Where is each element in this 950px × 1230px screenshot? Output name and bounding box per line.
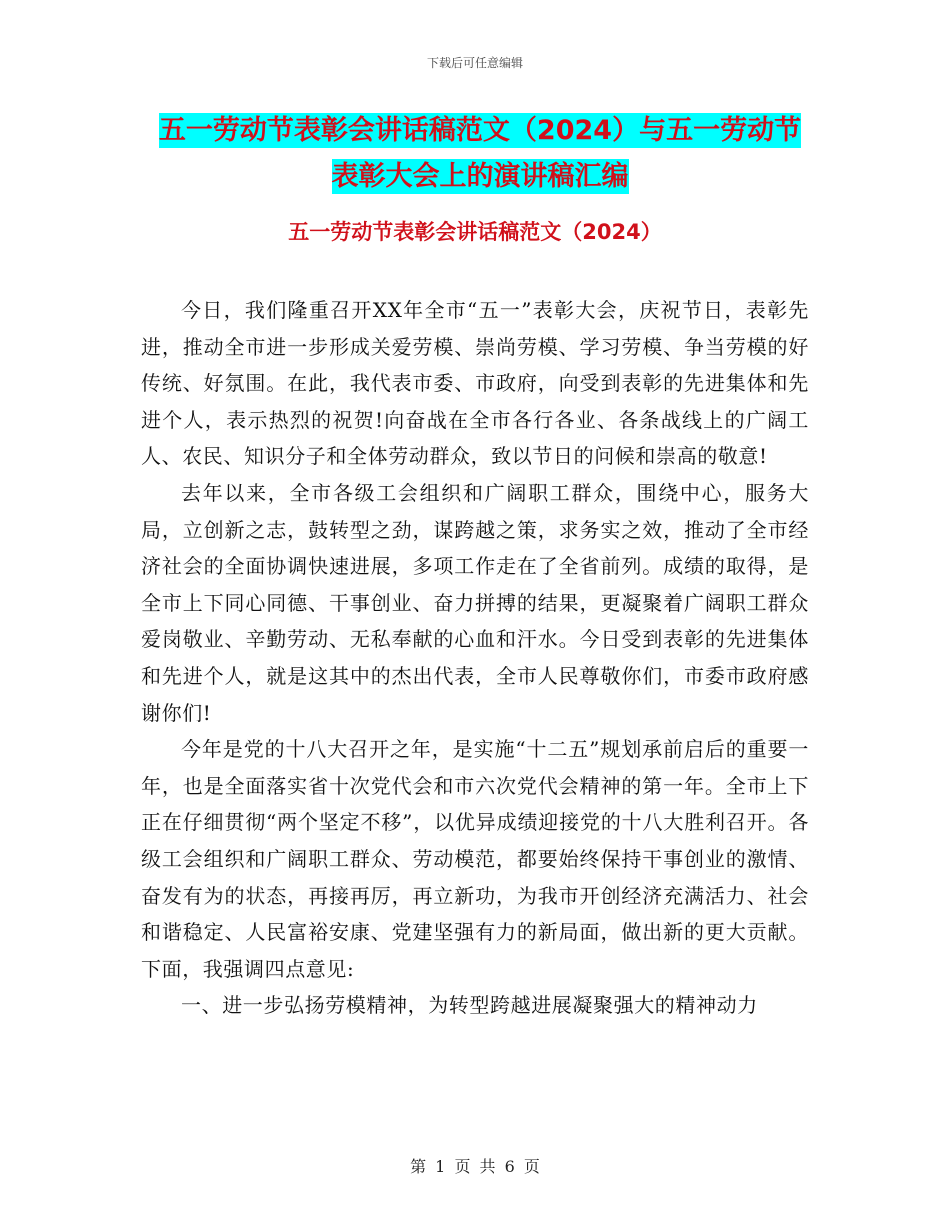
title-line-2: 表彰大会上的演讲稿汇编 [331,161,629,192]
paragraph: 今日，我们隆重召开XX年全市“五一”表彰大会，庆祝节日，表彰先进，推动全市进一步形成关爱劳模、崇尚劳模、学习劳模、争当劳模的好传统、好氛围。在此，我代表市委、市政府，向受到表彰的先进集体和先进个人，表示热烈的祝贺!向奋战在全市各行各业、各条战线上的广阔工人、农民、知识分子和全体劳动群众，致以节日的问候和崇高的敬意! [141,298,809,469]
paragraph: 去年以来，全市各级工会组织和广阔职工群众，围绕中心，服务大局，立创新之志，鼓转型之劲，谋跨越之策，求务实之效，推动了全市经济社会的全面协调快速进展，多项工作走在了全省前列。成绩的取得，是全市上下同心同德、干事创业、奋力拼搏的结果，更凝聚着广阔职工群众爱岗敬业、辛勤劳动、无私奉献的心血和汗水。今日受到表彰的先进集体和先进个人，就是这其中的杰出代表，全市人民尊敬你们，市委市政府感谢你们! [141,480,809,725]
title-line-1: 五一劳动节表彰会讲话稿范文（2024）与五一劳动节 [158,115,802,146]
section-title: 五一劳动节表彰会讲话稿范文（2024） [288,220,662,244]
paragraph: 今年是党的十八大召开之年，是实施“十二五”规划承前启后的重要一年，也是全面落实省十次党代会和市六次党代会精神的第一年。全市上下正在仔细贯彻“两个坚定不移”，以优异成绩迎接党的十八大胜利召开。各级工会组织和广阔职工群众、劳动模范，都要始终保持干事创业的激情、奋发有为的状态，再接再厉，再立新功，为我市开创经济充满活力、社会和谐稳定、人民富裕安康、党建坚强有力的新局面，做出新的更大贡献。下面，我强调四点意见: [141,737,809,981]
document-title [140,108,820,200]
document-body [141,292,809,1024]
header-note: 下载后可任意编辑 [426,56,523,70]
page-number: 第 1 页 共 6 页 [410,1157,540,1176]
paragraph: 一、进一步弘扬劳模精神，为转型跨越进展凝聚强大的精神动力 [181,993,758,1018]
